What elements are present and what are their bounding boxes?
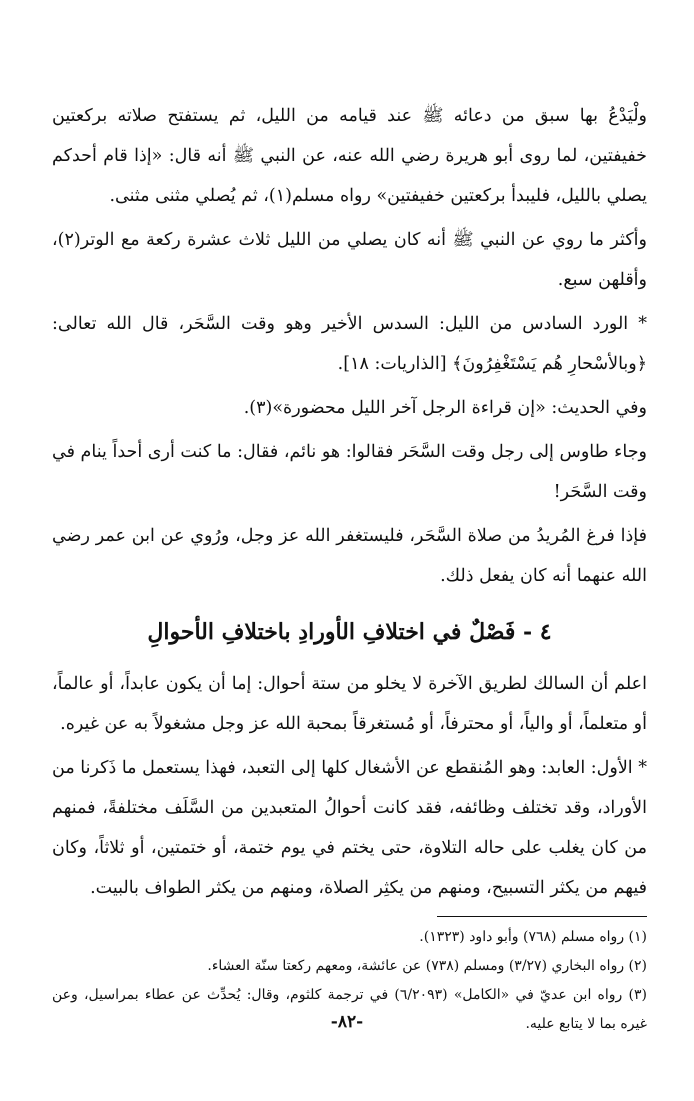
footnote-1: (١) رواه مسلم (٧٦٨) وأبو داود (١٣٢٣). [419,929,647,945]
paragraph-istighfar: فإذا فرغ المُريدُ من صلاة السَّحَر، فليستغفر الله عز وجل، ورُوي عن ابن عمر رضي الله عنهما أنه كان يفعل ذلك. [52,526,647,586]
paragraph-sixth-wird: * الورد السادس من الليل: السدس الأخير وهو وقت السَّحَر، قال الله تعالى: ﴿وبالأسْحارِ هُم يَسْتَغْفِرُونَ﴾ [الذاريات: ١٨]. [52,314,647,374]
section-heading: ٤ - فَصْلٌ في اختلافِ الأورادِ باختلافِ الأحوالِ [147,619,552,645]
paragraph-thirteen-rakahs: وأكثر ما روي عن النبي ﷺ أنه كان يصلي من الليل ثلاث عشرة ركعة مع الوتر(٢)، وأقلهن سبع. [52,230,647,290]
page-number: -٨٢- [330,1012,364,1032]
paragraph-first-worshipper: * الأول: العابد: وهو المُنقطع عن الأشغال كلها إلى التعبد، فهذا يستعمل ما ذَكرنا من الأوراد، وقد تختلف وظائفه، فقد كانت أحوالُ المتعبدين من السَّلَف مختلفةً، فمنهم من كان يغلب على حاله التلاوة، حتى يختم في يوم ختمة، أو ختمتين، أو ثلاثاً، وكان فيهم من يكثر التسبيح، ومنهم من يكثِر الصلاة، ومنهم من يكثر الطواف بالبيت. [52,758,647,898]
paragraph-hadith-quran-reading: وفي الحديث: «إن قراءة الرجل آخر الليل محضورة»(٣). [243,398,647,418]
footnote-divider [437,916,647,917]
footnote-3: (٣) رواه ابن عديّ في «الكامل» (٦/٢٠٩٣) في ترجمة كلثوم، وقال: يُحدِّث عن عطاء بمراسيل، وعن غيره بما لا يتابع عليه. [52,987,647,1032]
paragraph-dua-night-prayer: ولْيَدْعُ بها سبق من دعائه ﷺ عند قيامه من الليل، ثم يستفتح صلاته بركعتين خفيفتين، لما روى أبو هريرة رضي الله عنه، عن النبي ﷺ أنه قال: «إذا قام أحدكم يصلي بالليل، فليبدأ بركعتين خفيفتين» رواه مسلم(١)، ثم يُصلي مثنى مثنى. [52,106,647,206]
paragraph-six-states: اعلم أن السالك لطريق الآخرة لا يخلو من ستة أحوال: إما أن يكون عابداً، أو عالماً، أو متعلماً، أو والياً، أو محترفاً، أو مُستغرقاً بمحبة الله عز وجل مشغولاً به عن غيره. [52,674,647,734]
footnote-2: (٢) رواه البخاري (٣/٢٧) ومسلم (٧٣٨) عن عائشة، ومعهم ركعتا سنّة العشاء. [207,958,647,974]
paragraph-tawus: وجاء طاوس إلى رجل وقت السَّحَر فقالوا: هو نائم، فقال: ما كنت أرى أحداً ينام في وقت السَّحَر! [52,442,647,502]
page-body [52,96,647,1039]
